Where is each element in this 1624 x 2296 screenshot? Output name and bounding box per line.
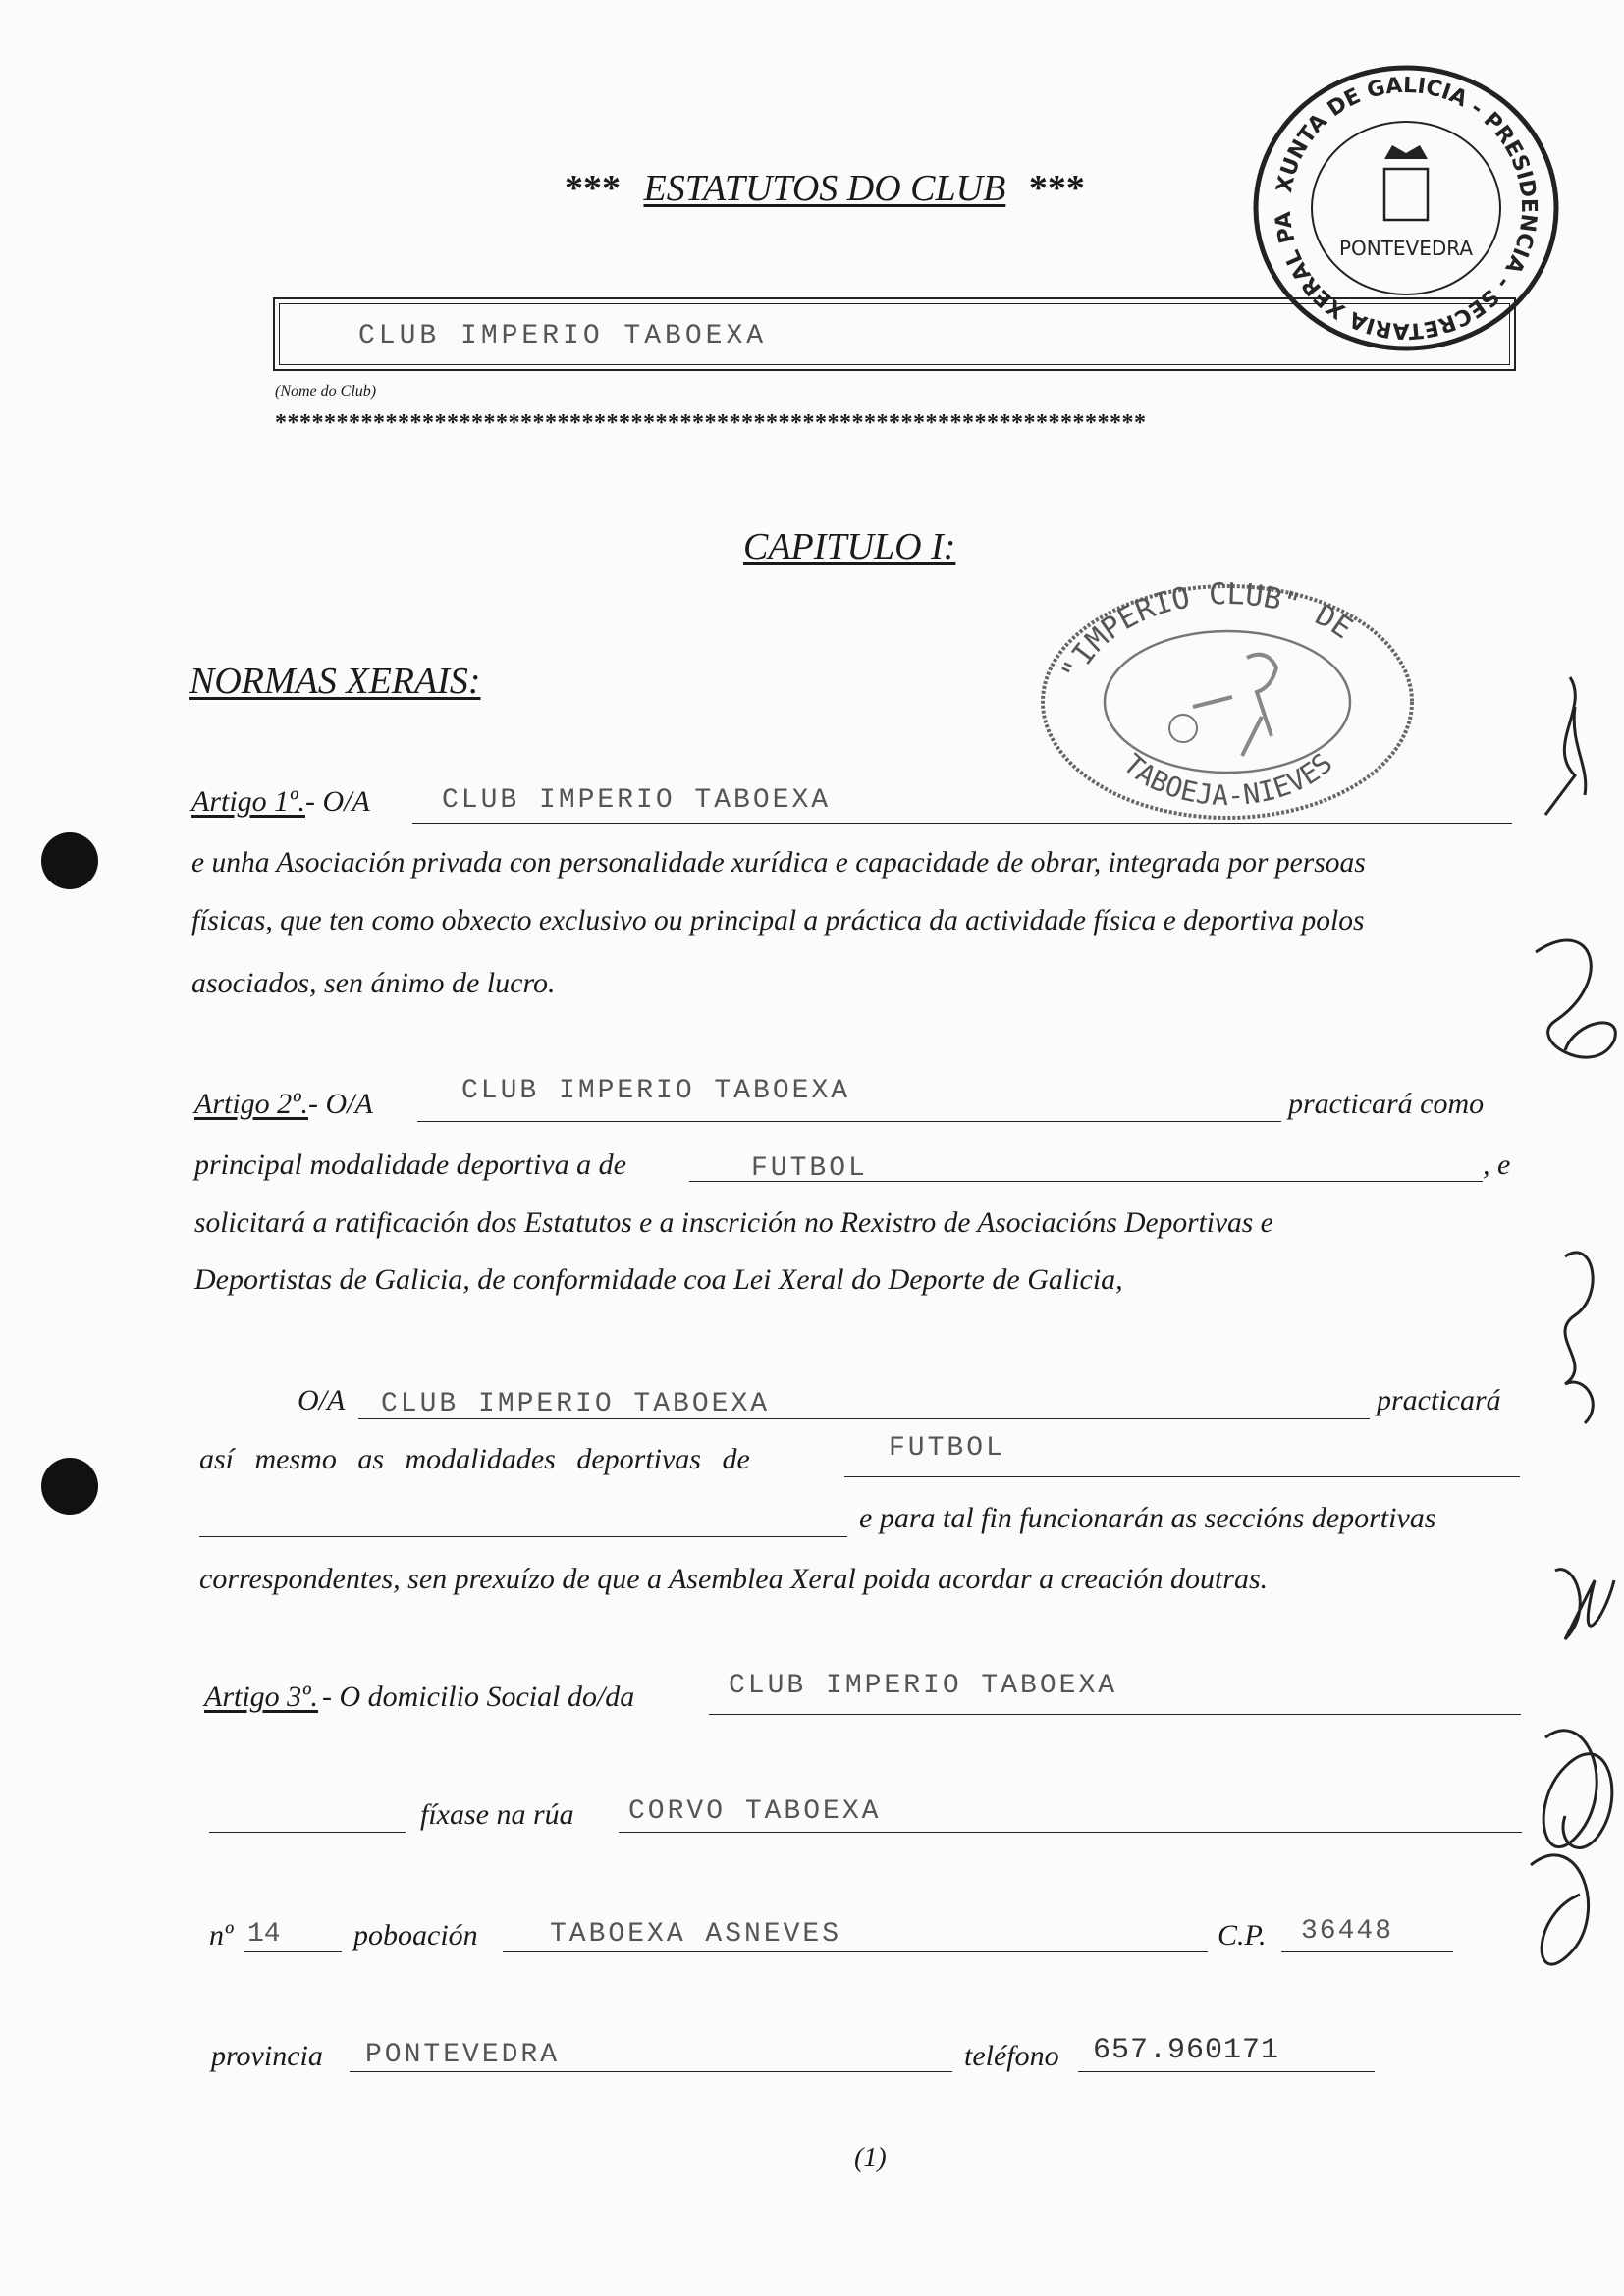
club-name-value: CLUB IMPERIO TABOEXA bbox=[358, 321, 768, 351]
art3-street-label: fíxase na rúa bbox=[420, 1798, 574, 1831]
svg-text:XUNTA DE GALICIA - PRESIDENCIA: XUNTA DE GALICIA - PRESIDENCIA - SECRETARIA XERAL PA bbox=[1271, 73, 1542, 344]
art3-town-label: poboación bbox=[353, 1919, 478, 1951]
art2-p2-line-2: así mesmo as modalidades deportivas de bbox=[199, 1443, 750, 1475]
art3-cp-line bbox=[1281, 1951, 1453, 1952]
art1-club-value: CLUB IMPERIO TABOEXA bbox=[442, 785, 832, 816]
art2-p2-prefix: O/A bbox=[298, 1384, 346, 1416]
art1-heading: Artigo 1º.- O/A bbox=[191, 785, 370, 818]
art3-cp-value: 36448 bbox=[1301, 1916, 1394, 1947]
art3-club-line bbox=[709, 1714, 1521, 1715]
art2-p2-line-4: correspondentes, sen prexuízo de que a Asemblea Xeral poida acordar a creación doutras. bbox=[199, 1563, 1269, 1595]
art3-phone-value: 657.960171 bbox=[1093, 2034, 1280, 2067]
art2-club-line bbox=[417, 1121, 1281, 1122]
art2-heading: Artigo 2º.- O/A bbox=[194, 1088, 373, 1120]
art3-province-value: PONTEVEDRA bbox=[365, 2040, 561, 2070]
art3-street-value: CORVO TABOEXA bbox=[628, 1796, 882, 1827]
art3-province-label: provincia bbox=[211, 2040, 323, 2072]
art1-club-line bbox=[412, 823, 1512, 824]
art3-num-line bbox=[244, 1951, 342, 1952]
art3-phone-line bbox=[1078, 2071, 1375, 2072]
art2-practicara: practicará como bbox=[1288, 1088, 1485, 1120]
punch-hole-top bbox=[41, 832, 98, 889]
xunta-stamp bbox=[1249, 61, 1563, 355]
art3-num-label: nº bbox=[209, 1919, 234, 1951]
art1-line-3: asociados, sen ánimo de lucro. bbox=[191, 967, 556, 999]
section-title: NORMAS XERAIS: bbox=[189, 661, 481, 702]
club-stamp-bottom: TABOEJA-NIEVES bbox=[1116, 746, 1339, 813]
art2-p2-line-3: e para tal fin funcionarán as seccións deportivas bbox=[859, 1502, 1436, 1534]
page-number: (1) bbox=[854, 2143, 887, 2173]
art2-sport-value: FUTBOL bbox=[751, 1153, 868, 1184]
art2-club-value: CLUB IMPERIO TABOEXA bbox=[461, 1076, 851, 1106]
chapter-title: CAPITULO I: bbox=[743, 526, 956, 567]
page-title: *** ESTATUTOS DO CLUB *** bbox=[565, 168, 1085, 209]
art3-num-value: 14 bbox=[247, 1919, 281, 1949]
art3-province-line bbox=[350, 2071, 952, 2072]
art2-p2-blank-line bbox=[199, 1536, 847, 1537]
art2-line-2a: principal modalidade deportiva a de bbox=[194, 1148, 626, 1181]
signatures bbox=[1516, 638, 1624, 2012]
xunta-stamp-center: PONTEVEDRA bbox=[1338, 237, 1474, 260]
art3-cp-label: C.P. bbox=[1218, 1919, 1267, 1951]
art3-town-line bbox=[503, 1951, 1208, 1952]
art2-line-2b: , e bbox=[1483, 1148, 1511, 1181]
art3-heading: Artigo 3º. - O domicilio Social do/da bbox=[204, 1681, 635, 1713]
art2-p2-sport-line bbox=[844, 1476, 1520, 1477]
star-divider: *********************************************************************** bbox=[275, 410, 1147, 436]
art1-line-2: físicas, que ten como obxecto exclusivo ou principal a práctica da actividade física e deportiva polos bbox=[191, 905, 1365, 936]
art3-phone-label: teléfono bbox=[964, 2040, 1059, 2072]
club-name-caption: (Nome do Club) bbox=[275, 383, 377, 400]
art3-club-value: CLUB IMPERIO TABOEXA bbox=[729, 1671, 1118, 1701]
club-stamp-top: "IMPERIO CLUB" DE bbox=[1055, 579, 1359, 687]
art2-p2-club-value: CLUB IMPERIO TABOEXA bbox=[381, 1389, 771, 1419]
art3-street-line bbox=[619, 1832, 1522, 1833]
punch-hole-bottom bbox=[41, 1458, 98, 1515]
art3-street-prefix-line bbox=[209, 1832, 406, 1833]
art1-line-1: e unha Asociación privada con personalidade xurídica e capacidade de obrar, integrada por persoas bbox=[191, 847, 1366, 879]
art2-p2-sport-value: FUTBOL bbox=[889, 1433, 1005, 1464]
art2-line-4: Deportistas de Galicia, de conformidade coa Lei Xeral do Deporte de Galicia, bbox=[194, 1263, 1123, 1296]
art2-line-3: solicitará a ratificación dos Estatutos e a inscrición no Rexistro de Asociacións Deportivas e bbox=[194, 1207, 1273, 1239]
art3-town-value: TABOEXA ASNEVES bbox=[550, 1919, 842, 1949]
club-stamp bbox=[1036, 579, 1419, 825]
art2-p2-practicara: practicará bbox=[1377, 1384, 1501, 1416]
